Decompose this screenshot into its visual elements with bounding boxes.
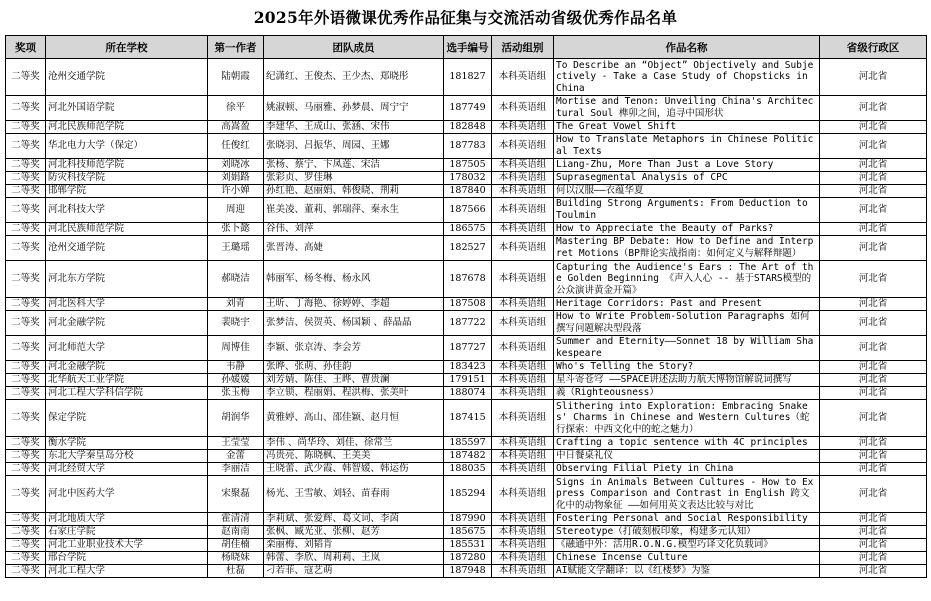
cell-team-members: 崔美凌、董莉、郭瑞萍、秦永生: [264, 198, 444, 223]
cell-school: 保定学院: [46, 400, 208, 437]
cell-award: 二等奖: [6, 172, 46, 185]
cell-group: 本科英语组: [492, 159, 554, 172]
cell-first-author: 杨晓妹: [208, 552, 264, 565]
table-row: [6, 311, 927, 336]
cell-team-members: 姚淑顿、马丽雅、孙梦晨、周宁宁: [264, 96, 444, 121]
cell-team-members: 黄雅婷、高山、邵佳颖、赵月恒: [264, 400, 444, 437]
cell-school: 河北中医药大学: [46, 476, 208, 513]
cell-work-title: 《融通中外：活用R.O.N.G.模型巧译文化负载词》: [554, 539, 820, 552]
cell-team-members: 杨光、王雪敏、刘轻、苗春雨: [264, 476, 444, 513]
cell-team-members: 李伟 、尚华玲、刘佳、徐常兰: [264, 437, 444, 450]
cell-entry-id: 182527: [444, 236, 492, 261]
cell-first-author: 许小婵: [208, 185, 264, 198]
table-row: [6, 96, 927, 121]
cell-work-title: Building Strong Arguments: From Deduction to Toulmin: [554, 198, 820, 223]
cell-province: 河北省: [820, 59, 927, 96]
cell-province: 河北省: [820, 198, 927, 223]
cell-school: 河北科技大学: [46, 198, 208, 223]
cell-school: 北华航天工业学院: [46, 374, 208, 387]
cell-group: 本科英语组: [492, 96, 554, 121]
table-row: [6, 539, 927, 552]
cell-first-author: 徐平: [208, 96, 264, 121]
header-first-author: 第一作者: [208, 36, 264, 59]
cell-province: 河北省: [820, 159, 927, 172]
cell-work-title: To Describe an “Object” Objectively and Subjectively - Take a Case Study of Chopsticks in China: [554, 59, 820, 96]
cell-award: 二等奖: [6, 361, 46, 374]
cell-award: 二等奖: [6, 374, 46, 387]
cell-work-title: How to Write Problem-Solution Paragraphs 如何撰写问题解决型段落: [554, 311, 820, 336]
cell-group: 本科英语组: [492, 374, 554, 387]
cell-work-title: How to Translate Metaphors in Chinese Political Texts: [554, 134, 820, 159]
cell-first-author: 郝晓洁: [208, 261, 264, 298]
cell-province: 河北省: [820, 539, 927, 552]
cell-school: 河北地质大学: [46, 513, 208, 526]
table-row: [6, 361, 927, 374]
cell-school: 衡水学院: [46, 437, 208, 450]
cell-team-members: 谷伟、刘萍: [264, 223, 444, 236]
cell-school: 河北师范大学: [46, 336, 208, 361]
cell-award: 二等奖: [6, 400, 46, 437]
cell-work-title: Fostering Personal and Social Responsibility: [554, 513, 820, 526]
cell-team-members: 张晔、张萌、孙佳韵: [264, 361, 444, 374]
cell-entry-id: 187678: [444, 261, 492, 298]
table-row: [6, 526, 927, 539]
cell-first-author: 张卜懿: [208, 223, 264, 236]
cell-entry-id: 187840: [444, 185, 492, 198]
cell-team-members: 王晓蕾、武少霞、韩智媛、韩运伤: [264, 463, 444, 476]
cell-group: 本科英语组: [492, 450, 554, 463]
table-row: [6, 336, 927, 361]
cell-award: 二等奖: [6, 261, 46, 298]
cell-work-title: How to Appreciate the Beauty of Parks?: [554, 223, 820, 236]
cell-group: 本科英语组: [492, 311, 554, 336]
header-entry-id: 选手编号: [444, 36, 492, 59]
cell-province: 河北省: [820, 223, 927, 236]
cell-entry-id: 187280: [444, 552, 492, 565]
cell-entry-id: 187948: [444, 565, 492, 578]
cell-work-title: Liang-Zhu, More Than Just a Love Story: [554, 159, 820, 172]
cell-school: 石家庄学院: [46, 526, 208, 539]
table-row: [6, 261, 927, 298]
cell-group: 本科英语组: [492, 261, 554, 298]
cell-group: 本科英语组: [492, 539, 554, 552]
cell-entry-id: 187505: [444, 159, 492, 172]
cell-team-members: 栾丽梅、刘韬肯: [264, 539, 444, 552]
cell-first-author: 霍清清: [208, 513, 264, 526]
cell-school: 河北民族师范学院: [46, 121, 208, 134]
cell-school: 河北民族师范学院: [46, 223, 208, 236]
cell-province: 河北省: [820, 172, 927, 185]
cell-work-title: Signs in Animals Between Cultures - How to Express Comparison and Contrast in English 跨文化中的动物象征 ——如何用英文表达比较与对比: [554, 476, 820, 513]
cell-award: 二等奖: [6, 476, 46, 513]
cell-first-author: 赵南南: [208, 526, 264, 539]
cell-entry-id: 188035: [444, 463, 492, 476]
cell-award: 二等奖: [6, 552, 46, 565]
table-row: [6, 185, 927, 198]
cell-team-members: 冯贵亮、陈晓枫、王美美: [264, 450, 444, 463]
cell-award: 二等奖: [6, 311, 46, 336]
cell-entry-id: 187783: [444, 134, 492, 159]
table-row: [6, 387, 927, 400]
cell-work-title: Summer and Eternity——Sonnet 18 by William Shakespeare: [554, 336, 820, 361]
cell-province: 河北省: [820, 400, 927, 437]
cell-team-members: 韩丽军、杨冬梅、杨永风: [264, 261, 444, 298]
cell-first-author: 胡佳楠: [208, 539, 264, 552]
cell-school: 河北金融学院: [46, 311, 208, 336]
cell-first-author: 刘娟路: [208, 172, 264, 185]
cell-province: 河北省: [820, 121, 927, 134]
cell-award: 二等奖: [6, 96, 46, 121]
cell-school: 华北电力大学（保定）: [46, 134, 208, 159]
table-row: [6, 437, 927, 450]
cell-first-author: 刘青: [208, 298, 264, 311]
cell-group: 本科英语组: [492, 121, 554, 134]
cell-school: 河北工业职业技术大学: [46, 539, 208, 552]
cell-group: 本科英语组: [492, 437, 554, 450]
cell-entry-id: 183423: [444, 361, 492, 374]
cell-entry-id: 186575: [444, 223, 492, 236]
cell-school: 河北工程大学: [46, 565, 208, 578]
cell-school: 河北工程大学科信学院: [46, 387, 208, 400]
cell-team-members: 纪潇红、王俊杰、王少杰、郑晓彤: [264, 59, 444, 96]
cell-province: 河北省: [820, 361, 927, 374]
cell-team-members: 张杨、蔡宁、卞凤莲、宋洁: [264, 159, 444, 172]
cell-work-title: Heritage Corridors: Past and Present: [554, 298, 820, 311]
cell-first-author: 周博佳: [208, 336, 264, 361]
table-row: [6, 450, 927, 463]
cell-work-title: Who's Telling the Story?: [554, 361, 820, 374]
table-row: [6, 159, 927, 172]
cell-award: 二等奖: [6, 336, 46, 361]
cell-work-title: Capturing the Audience's Ears : The Art of the Golden Beginning 《声入人心 -- 基于STARS模型的公众演讲黄金开篇》: [554, 261, 820, 298]
cell-group: 本科英语组: [492, 400, 554, 437]
cell-province: 河北省: [820, 450, 927, 463]
cell-group: 本科英语组: [492, 236, 554, 261]
cell-province: 河北省: [820, 513, 927, 526]
header-team-members: 团队成员: [264, 36, 444, 59]
cell-school: 河北金融学院: [46, 361, 208, 374]
cell-work-title: Observing Filial Piety in China: [554, 463, 820, 476]
cell-first-author: 李丽洁: [208, 463, 264, 476]
cell-group: 本科英语组: [492, 298, 554, 311]
cell-province: 河北省: [820, 298, 927, 311]
cell-group: 本科英语组: [492, 361, 554, 374]
cell-province: 河北省: [820, 463, 927, 476]
cell-team-members: 李莉斌、张爱辉、葛文词、李茵: [264, 513, 444, 526]
cell-award: 二等奖: [6, 526, 46, 539]
cell-team-members: 张梦洁、侯贺英、杨国颖 、薛晶晶: [264, 311, 444, 336]
cell-work-title: Suprasegmental Analysis of CPC: [554, 172, 820, 185]
table-row: [6, 198, 927, 223]
cell-entry-id: 187415: [444, 400, 492, 437]
cell-entry-id: 187722: [444, 311, 492, 336]
table-row: [6, 172, 927, 185]
cell-entry-id: 178032: [444, 172, 492, 185]
cell-award: 二等奖: [6, 463, 46, 476]
cell-work-title: 星斗寄苍穹 ——SPACE讲述法助力航天博物馆解说词撰写: [554, 374, 820, 387]
cell-group: 本科英语组: [492, 513, 554, 526]
cell-award: 二等奖: [6, 198, 46, 223]
cell-school: 河北外国语学院: [46, 96, 208, 121]
cell-team-members: 李建华、王成山、张涵、宋伟: [264, 121, 444, 134]
cell-first-author: 任俊红: [208, 134, 264, 159]
cell-first-author: 宋聚磊: [208, 476, 264, 513]
cell-first-author: 王莹莹: [208, 437, 264, 450]
header-province: 省级行政区: [820, 36, 927, 59]
cell-first-author: 陆朝霞: [208, 59, 264, 96]
cell-award: 二等奖: [6, 121, 46, 134]
cell-first-author: 裴晓宇: [208, 311, 264, 336]
cell-province: 河北省: [820, 374, 927, 387]
table-row: [6, 223, 927, 236]
cell-work-title: Crafting a topic sentence with 4C principles: [554, 437, 820, 450]
cell-team-members: 韩蕾、李欣、周莉莉、王岚: [264, 552, 444, 565]
cell-entry-id: 187749: [444, 96, 492, 121]
cell-work-title: AI赋能文学翻译：以《红楼梦》为鉴: [554, 565, 820, 578]
cell-school: 河北经贸大学: [46, 463, 208, 476]
cell-entry-id: 187990: [444, 513, 492, 526]
cell-team-members: 张晓羽、吕振华、周园、王娜: [264, 134, 444, 159]
document-title: 2025年外语微课优秀作品征集与交流活动省级优秀作品名单: [253, 8, 678, 27]
cell-team-members: 刁若菲、寇艺萌: [264, 565, 444, 578]
cell-group: 本科英语组: [492, 134, 554, 159]
cell-entry-id: 187508: [444, 298, 492, 311]
cell-work-title: Stereotype（打破刻板印象，构建多元认知）: [554, 526, 820, 539]
cell-award: 二等奖: [6, 236, 46, 261]
cell-team-members: 张晋涛、高婕: [264, 236, 444, 261]
cell-group: 本科英语组: [492, 565, 554, 578]
cell-school: 河北科技师范学院: [46, 159, 208, 172]
cell-award: 二等奖: [6, 450, 46, 463]
table-row: [6, 476, 927, 513]
cell-school: 沧州交通学院: [46, 236, 208, 261]
cell-school: 邯郸学院: [46, 185, 208, 198]
cell-award: 二等奖: [6, 59, 46, 96]
cell-province: 河北省: [820, 311, 927, 336]
cell-first-author: 周迎: [208, 198, 264, 223]
cell-team-members: 张彩贞、罗佳琳: [264, 172, 444, 185]
cell-school: 东北大学秦皇岛分校: [46, 450, 208, 463]
cell-team-members: 王昕、丁海艳、徐婷婷、李超: [264, 298, 444, 311]
cell-province: 河北省: [820, 336, 927, 361]
cell-group: 本科英语组: [492, 172, 554, 185]
table-row: [6, 400, 927, 437]
header-award: 奖项: [6, 36, 46, 59]
cell-school: 河北东方学院: [46, 261, 208, 298]
cell-first-author: 刘晓冰: [208, 159, 264, 172]
awards-table: [5, 35, 927, 578]
cell-team-members: 李立锁、程丽娟、程洪梅、张美叶: [264, 387, 444, 400]
cell-entry-id: 188074: [444, 387, 492, 400]
cell-school: 河北医科大学: [46, 298, 208, 311]
cell-award: 二等奖: [6, 513, 46, 526]
cell-school: 邢台学院: [46, 552, 208, 565]
cell-team-members: 孙红艳、赵丽娟、韩俊晓、荆莉: [264, 185, 444, 198]
table-row: [6, 513, 927, 526]
cell-province: 河北省: [820, 437, 927, 450]
cell-work-title: 中日餐桌礼仪: [554, 450, 820, 463]
cell-province: 河北省: [820, 134, 927, 159]
cell-entry-id: 187566: [444, 198, 492, 223]
table-row: [6, 236, 927, 261]
table-row: [6, 134, 927, 159]
cell-award: 二等奖: [6, 437, 46, 450]
cell-first-author: 孙媛媛: [208, 374, 264, 387]
cell-entry-id: 185597: [444, 437, 492, 450]
header-group: 活动组别: [492, 36, 554, 59]
table-header-row: [6, 36, 927, 59]
cell-award: 二等奖: [6, 159, 46, 172]
cell-work-title: Chinese Incense Culture: [554, 552, 820, 565]
cell-work-title: Mastering BP Debate: How to Define and Interpret Motions（BP辩论实战指南：如何定义与解释辩题）: [554, 236, 820, 261]
cell-entry-id: 187727: [444, 336, 492, 361]
cell-work-title: 義（Righteousness）: [554, 387, 820, 400]
cell-award: 二等奖: [6, 185, 46, 198]
table-row: [6, 59, 927, 96]
cell-first-author: 胡润华: [208, 400, 264, 437]
cell-award: 二等奖: [6, 387, 46, 400]
cell-group: 本科英语组: [492, 198, 554, 223]
cell-group: 本科英语组: [492, 223, 554, 236]
cell-province: 河北省: [820, 387, 927, 400]
table-row: [6, 565, 927, 578]
cell-award: 二等奖: [6, 539, 46, 552]
cell-province: 河北省: [820, 565, 927, 578]
cell-entry-id: 185294: [444, 476, 492, 513]
cell-entry-id: 182848: [444, 121, 492, 134]
cell-group: 本科英语组: [492, 59, 554, 96]
cell-entry-id: 181827: [444, 59, 492, 96]
table-row: [6, 298, 927, 311]
cell-award: 二等奖: [6, 565, 46, 578]
cell-school: 沧州交通学院: [46, 59, 208, 96]
cell-group: 本科英语组: [492, 476, 554, 513]
cell-team-members: 刘芳婧、陈佳、王晔、曹贵澜: [264, 374, 444, 387]
header-school: 所在学校: [46, 36, 208, 59]
cell-group: 本科英语组: [492, 336, 554, 361]
table-row: [6, 374, 927, 387]
table-body: [6, 59, 927, 578]
cell-province: 河北省: [820, 552, 927, 565]
cell-group: 本科英语组: [492, 552, 554, 565]
cell-first-author: 高嵩盈: [208, 121, 264, 134]
cell-province: 河北省: [820, 526, 927, 539]
cell-work-title: Slithering into Exploration: Embracing Snakes' Charms in Chinese and Western Cultures（蛇行探索：中西文化中的蛇之魅力）: [554, 400, 820, 437]
cell-group: 本科英语组: [492, 387, 554, 400]
cell-group: 本科英语组: [492, 526, 554, 539]
cell-first-author: 杜磊: [208, 565, 264, 578]
cell-group: 本科英语组: [492, 463, 554, 476]
cell-first-author: 张玉梅: [208, 387, 264, 400]
cell-award: 二等奖: [6, 134, 46, 159]
table-row: [6, 463, 927, 476]
table-row: [6, 552, 927, 565]
cell-group: 本科英语组: [492, 185, 554, 198]
cell-work-title: Mortise and Tenon: Unveiling China's Architectural Soul 榫卯之间，追寻中国形状: [554, 96, 820, 121]
cell-work-title: 何以汉服——衣蕴华夏: [554, 185, 820, 198]
cell-school: 防灾科技学院: [46, 172, 208, 185]
cell-province: 河北省: [820, 476, 927, 513]
cell-province: 河北省: [820, 261, 927, 298]
cell-entry-id: 179151: [444, 374, 492, 387]
cell-award: 二等奖: [6, 298, 46, 311]
cell-first-author: 王璐瑶: [208, 236, 264, 261]
table-row: [6, 121, 927, 134]
header-work-title: 作品名称: [554, 36, 820, 59]
cell-province: 河北省: [820, 185, 927, 198]
cell-province: 河北省: [820, 96, 927, 121]
cell-team-members: 李颖、张京涛、李会芳: [264, 336, 444, 361]
cell-award: 二等奖: [6, 223, 46, 236]
cell-entry-id: 187482: [444, 450, 492, 463]
cell-team-members: 张枫、臧光亚、张柳、赵芳: [264, 526, 444, 539]
cell-province: 河北省: [820, 236, 927, 261]
cell-entry-id: 185531: [444, 539, 492, 552]
cell-first-author: 金蕾: [208, 450, 264, 463]
cell-entry-id: 185675: [444, 526, 492, 539]
cell-first-author: 韦静: [208, 361, 264, 374]
cell-work-title: The Great Vowel Shift: [554, 121, 820, 134]
